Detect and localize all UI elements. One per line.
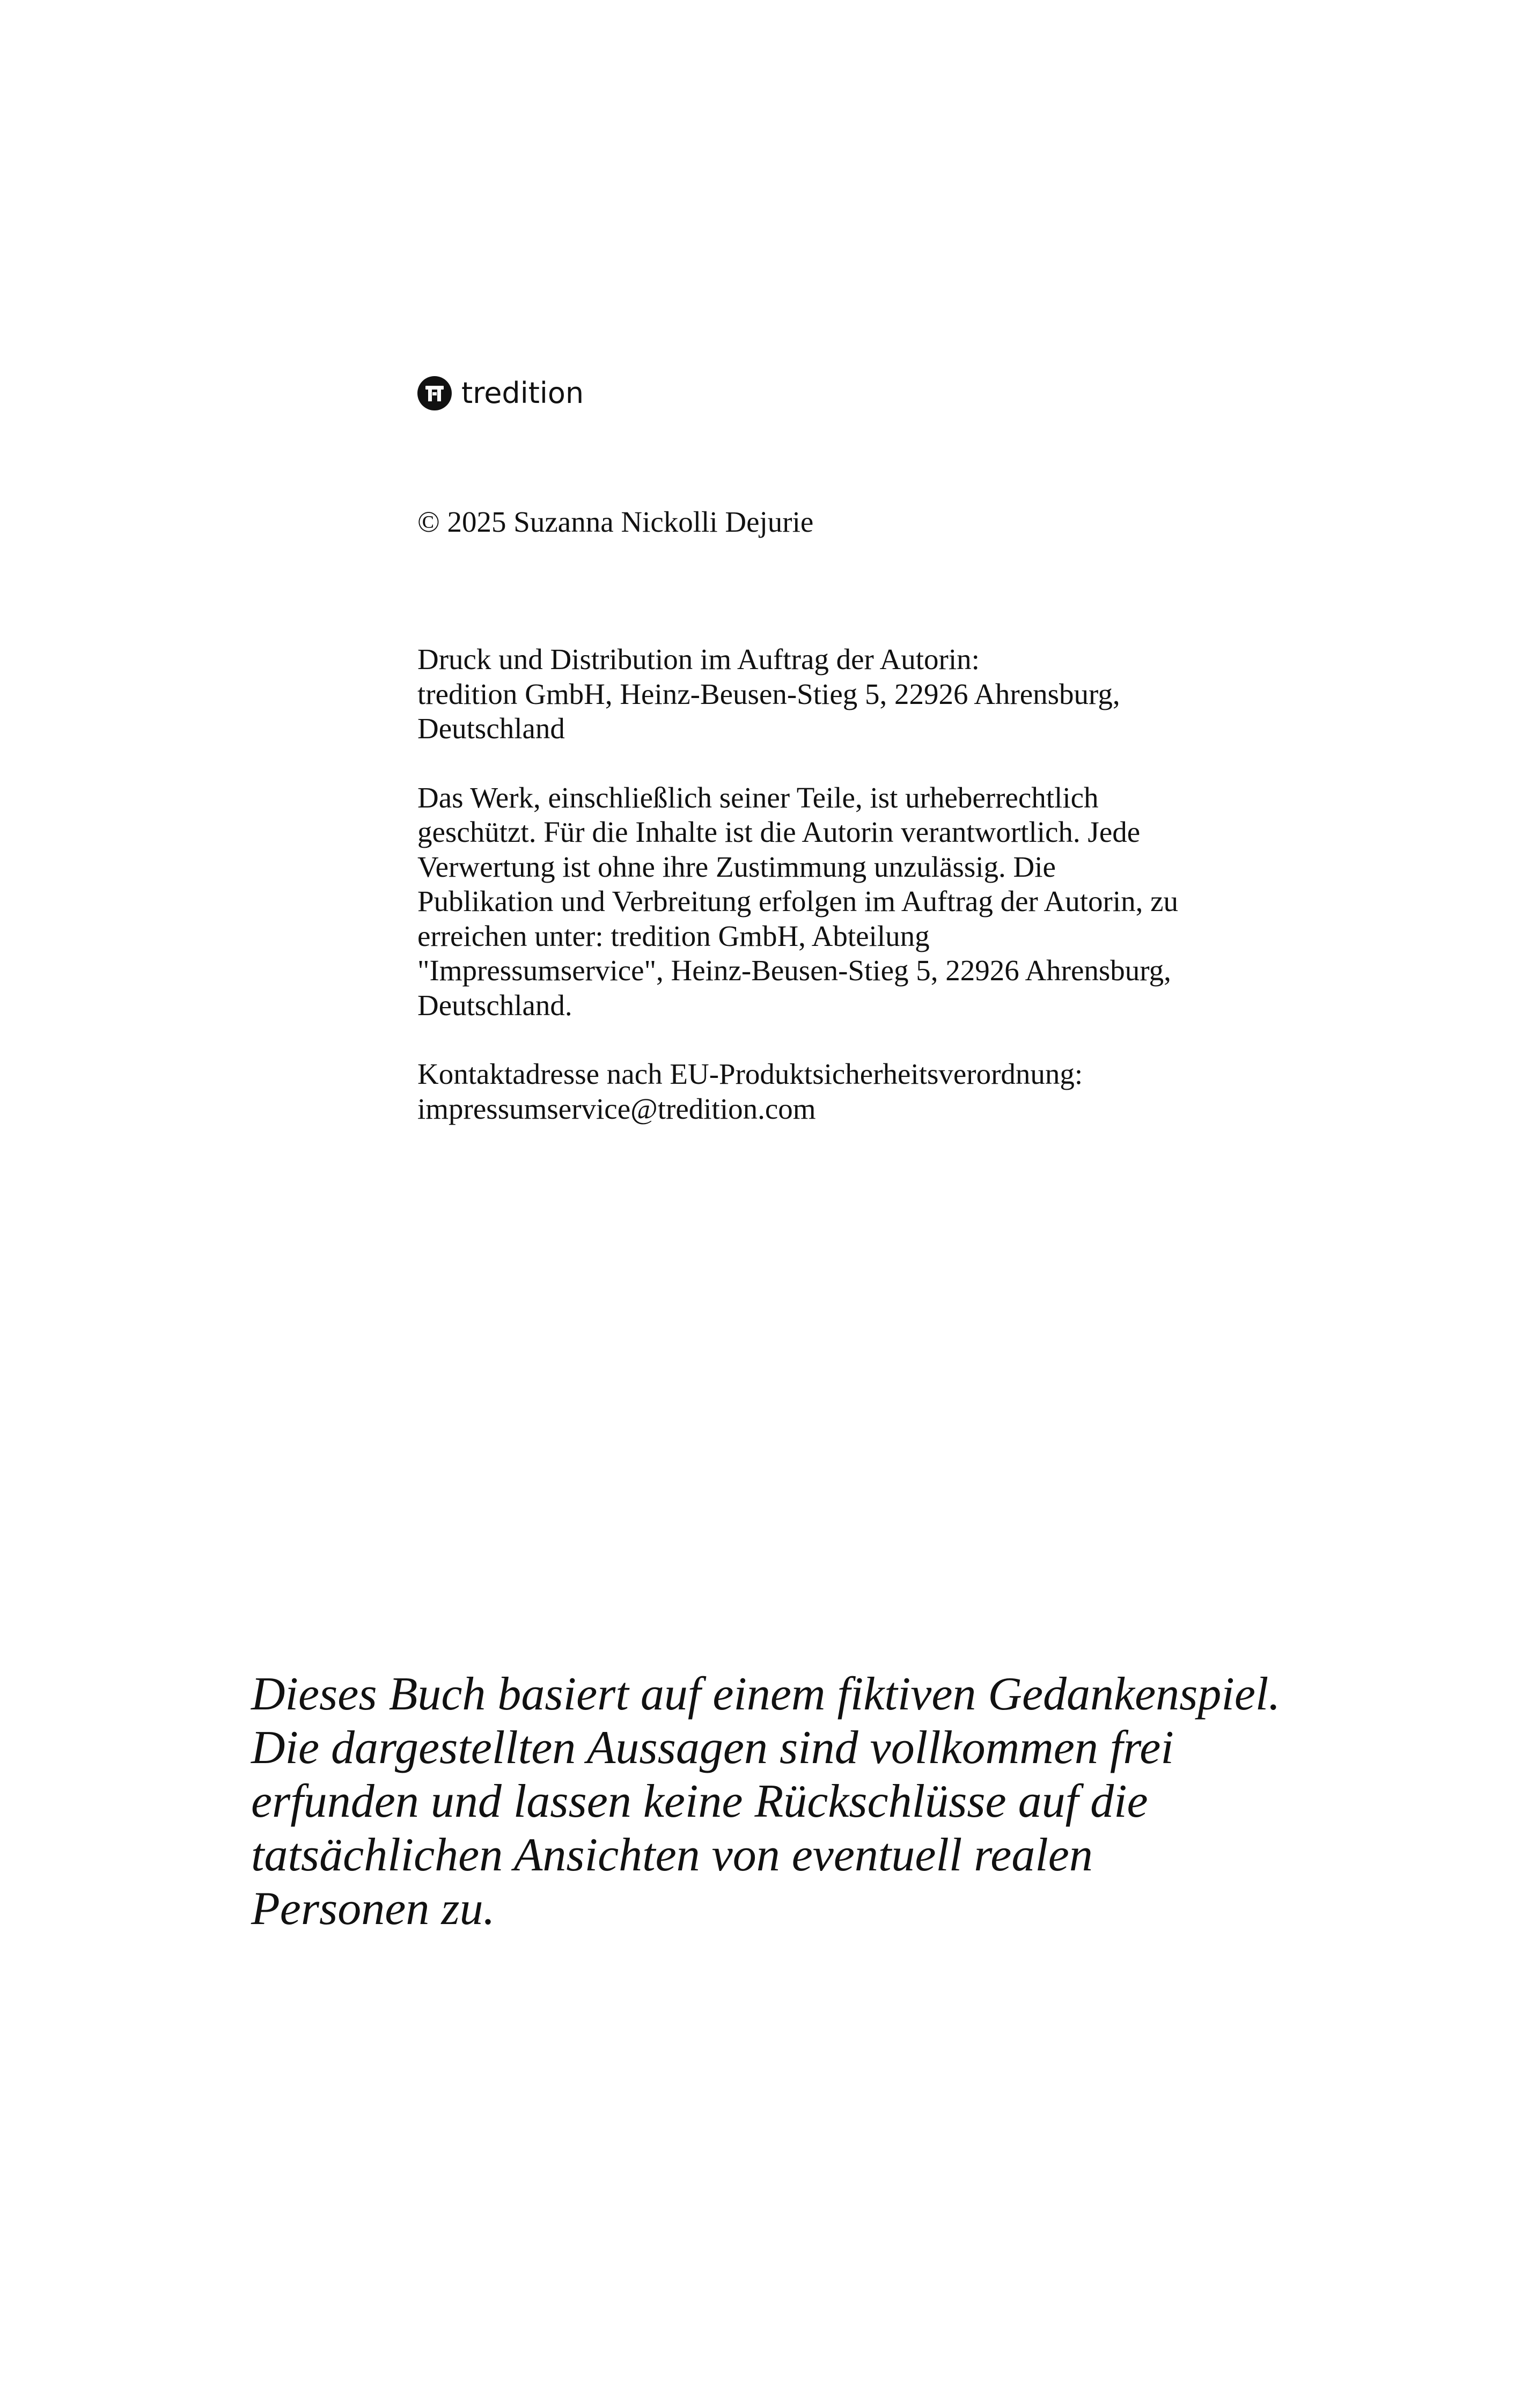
- text-line: Das Werk, einschließlich seiner Teile, ist urheberrechtlich: [417, 781, 1099, 814]
- contact-paragraph: [417, 1057, 1222, 1126]
- disclaimer-line: Personen zu.: [251, 1883, 495, 1935]
- text-line: Druck und Distribution im Auftrag der Autorin:: [417, 643, 980, 676]
- text-line: Deutschland.: [417, 988, 572, 1022]
- text-line: Deutschland: [417, 712, 565, 745]
- printing-paragraph: [417, 642, 1222, 746]
- text-line: "Impressumservice", Heinz-Beusen-Stieg 5, 22926 Ahrensburg,: [417, 954, 1171, 987]
- publisher-logo: [417, 375, 584, 412]
- disclaimer-line: erfunden und lassen keine Rückschlüsse auf die: [251, 1775, 1148, 1827]
- text-line: erreichen unter: tredition GmbH, Abteilung: [417, 919, 930, 952]
- text-line: tredition GmbH, Heinz-Beusen-Stieg 5, 22926 Ahrensburg,: [417, 677, 1120, 710]
- text-line: geschützt. Für die Inhalte ist die Autorin verantwortlich. Jede: [417, 816, 1141, 848]
- logo-wordmark: tredition: [461, 376, 584, 410]
- copyright-notice: © 2025 Suzanna Nickolli Dejurie: [417, 505, 814, 538]
- disclaimer-line: Die dargestellten Aussagen sind vollkommen frei: [251, 1722, 1174, 1774]
- contact-email: impressumservice@tredition.com: [417, 1092, 816, 1125]
- tredition-logo-icon: [417, 376, 452, 410]
- disclaimer-line: tatsächlichen Ansichten von eventuell realen: [251, 1829, 1093, 1881]
- imprint-block: [417, 642, 1222, 1126]
- rights-paragraph: [417, 781, 1222, 1023]
- text-line: Verwertung ist ohne ihre Zustimmung unzulässig. Die: [417, 850, 1056, 883]
- text-line: Publikation und Verbreitung erfolgen im Auftrag der Autorin, zu: [417, 885, 1179, 917]
- fiction-disclaimer: [251, 1668, 1324, 1936]
- text-line: Kontaktadresse nach EU-Produktsicherheitsverordnung:: [417, 1058, 1083, 1090]
- disclaimer-line: Dieses Buch basiert auf einem fiktiven Gedankenspiel.: [251, 1668, 1281, 1720]
